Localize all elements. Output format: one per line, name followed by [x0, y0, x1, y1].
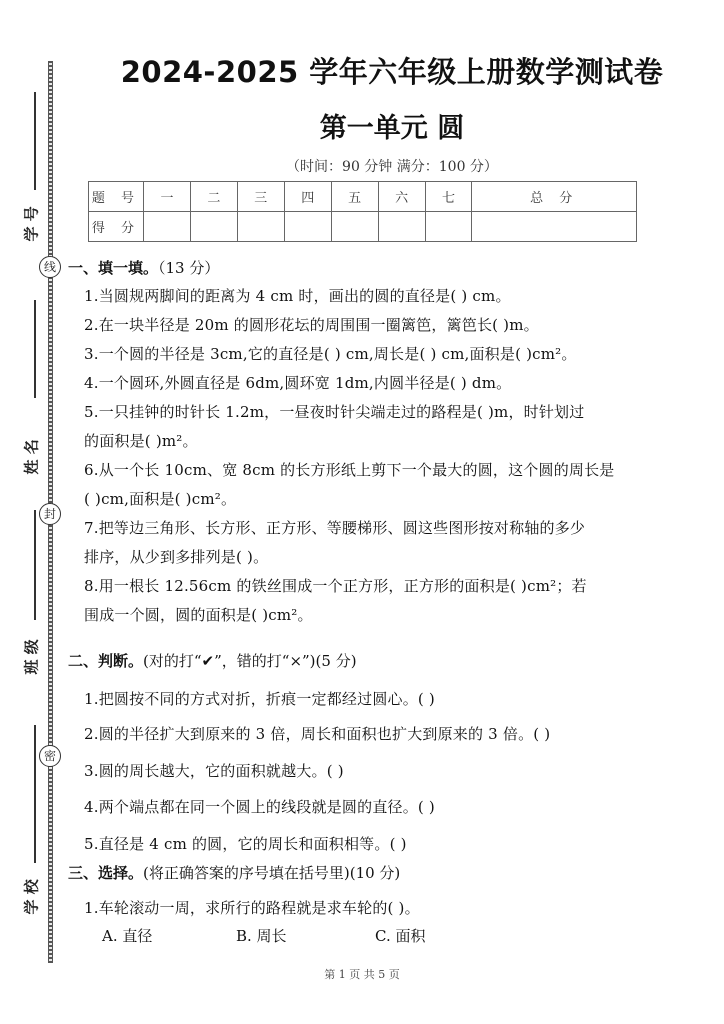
seal-mi: 密 [39, 745, 61, 767]
section-1-note: （13 分） [158, 259, 220, 277]
section-3-note: (将正确答案的序号填在括号里)(10 分) [143, 864, 401, 882]
school-label: 学 校 [22, 879, 41, 915]
fill-question-5-line-1: 5.一只挂钟的时针长 1.2m，一昼夜时针尖端走过的路程是( )m，时针划过 [84, 403, 585, 421]
fill-question-3: 3.一个圆的半径是 3cm,它的直径是( ) cm,周长是( ) cm,面积是( )cm²。 [84, 345, 577, 363]
header-cell: 七 [425, 182, 472, 212]
choice-option-a: A. 直径 [102, 927, 153, 945]
fill-question-6-line-1: 6.从一个长 10cm、宽 8cm 的长方形纸上剪下一个最大的圆，这个圆的周长是 [84, 461, 615, 479]
name-label: 姓 名 [22, 439, 41, 475]
section-2-title: 二、判断。 [68, 652, 144, 670]
score-cell[interactable] [284, 212, 331, 242]
fill-question-8-line-2: 围成一个圆，圆的面积是( )cm²。 [84, 606, 313, 624]
score-cell[interactable] [237, 212, 284, 242]
fill-question-7-line-1: 7.把等边三角形、长方形、正方形、等腰梯形、圆这些图形按对称轴的多少 [84, 519, 586, 537]
fill-question-5-line-2: 的面积是( )m²。 [84, 432, 198, 450]
header-cell: 四 [284, 182, 331, 212]
score-cell[interactable] [144, 212, 191, 242]
fill-question-7-line-2: 排序，从少到多排列是( )。 [84, 548, 269, 566]
section-1-title: 一、填一填。 [68, 259, 159, 277]
page-number: 第 1 页 共 5 页 [324, 968, 400, 981]
fill-question-8-line-1: 8.用一根长 12.56cm 的铁丝围成一个正方形，正方形的面积是( )cm²；若 [84, 577, 587, 595]
header-cell: 三 [237, 182, 284, 212]
section-1-heading [68, 257, 219, 278]
header-cell: 总 分 [472, 182, 637, 212]
fill-question-4: 4.一个圆环,外圆直径是 6dm,圆环宽 1dm,内圆半径是( ) dm。 [84, 374, 512, 392]
section-2-note: (对的打“✔”，错的打“×”)(5 分) [143, 652, 357, 670]
judge-question-4: 4.两个端点都在同一个圆上的线段就是圆的直径。( ) [84, 798, 435, 816]
section-2-heading [68, 650, 357, 671]
score-table-score-row [89, 212, 637, 242]
header-cell: 六 [378, 182, 425, 212]
fill-question-6-line-2: ( )cm,面积是( )cm²。 [84, 490, 237, 508]
header-cell: 一 [144, 182, 191, 212]
class-label: 班 级 [22, 639, 41, 675]
score-row-label: 得 分 [89, 212, 144, 242]
student-id-label: 学 号 [22, 206, 41, 242]
section-3-title: 三、选择。 [68, 864, 144, 882]
judge-question-1: 1.把圆按不同的方式对折，折痕一定都经过圆心。( ) [84, 690, 435, 708]
section-3-heading [68, 862, 400, 883]
class-write-line [34, 510, 36, 620]
score-cell[interactable] [190, 212, 237, 242]
name-write-line [34, 300, 36, 398]
score-table-header-row [89, 182, 637, 212]
score-cell[interactable] [472, 212, 637, 242]
seal-xian: 线 [39, 256, 61, 278]
seal-feng: 封 [39, 503, 61, 525]
judge-question-2: 2.圆的半径扩大到原来的 3 倍，周长和面积也扩大到原来的 3 倍。( ) [84, 725, 551, 743]
score-cell[interactable] [331, 212, 378, 242]
exam-title: 2024-2025 学年六年级上册数学测试卷 [120, 55, 664, 89]
student-id-write-line [34, 92, 36, 190]
score-cell[interactable] [425, 212, 472, 242]
unit-subtitle: 第一单元 圆 [319, 113, 465, 144]
choice-option-b: B. 周长 [236, 927, 287, 945]
judge-question-5: 5.直径是 4 cm 的圆，它的周长和面积相等。( ) [84, 835, 407, 853]
header-cell: 五 [331, 182, 378, 212]
score-cell[interactable] [378, 212, 425, 242]
fill-question-2: 2.在一块半径是 20m 的圆形花坛的周围围一圈篱笆，篱笆长( )m。 [84, 316, 539, 334]
fill-question-1: 1.当圆规两脚间的距离为 4 cm 时，画出的圆的直径是( ) cm。 [84, 287, 511, 305]
header-cell: 二 [190, 182, 237, 212]
choice-option-c: C. 面积 [375, 927, 426, 945]
exam-meta: （时间：90 分钟 满分：100 分） [286, 159, 498, 175]
header-cell: 题 号 [89, 182, 144, 212]
choice-question-1: 1.车轮滚动一周，求所行的路程就是求车轮的( )。 [84, 899, 420, 917]
score-table [88, 181, 637, 242]
school-write-line [34, 725, 36, 863]
judge-question-3: 3.圆的周长越大，它的面积就越大。( ) [84, 762, 344, 780]
